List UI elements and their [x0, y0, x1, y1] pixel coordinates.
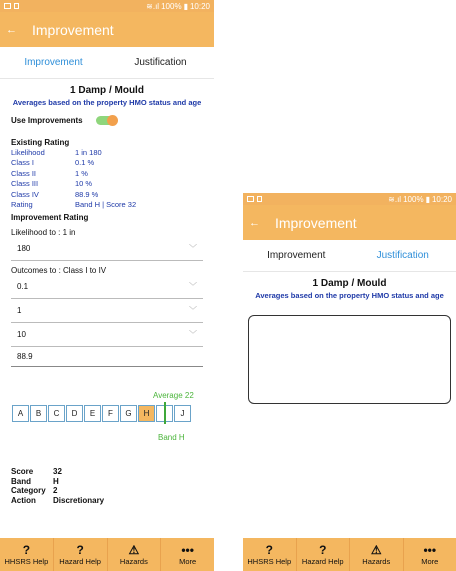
row-value: 1 %: [75, 168, 88, 178]
row-key: Class II: [11, 168, 37, 178]
nav-hazard-help[interactable]: [297, 538, 351, 571]
use-improvements-row: [0, 116, 214, 125]
band-label: Band H: [158, 433, 185, 442]
row-value: Discretionary: [53, 495, 105, 505]
justification-textarea[interactable]: [248, 315, 451, 404]
sim-notification-icon: [14, 3, 19, 9]
gallery-notification-icon: [4, 3, 11, 9]
average-marker: [164, 402, 166, 424]
band-button-a[interactable]: A: [12, 405, 29, 422]
toggle-knob: [107, 115, 118, 126]
row-key: Category: [11, 486, 46, 496]
band-button-c[interactable]: C: [48, 405, 65, 422]
page-title: Improvement: [275, 214, 357, 231]
band-button-e[interactable]: E: [84, 405, 101, 422]
nav-more[interactable]: [404, 538, 456, 571]
app-bar: [0, 12, 214, 47]
clock: 10:20: [431, 194, 452, 204]
clock: 10:20: [189, 1, 210, 11]
row-value: 10 %: [75, 179, 93, 189]
nav-hazard-help[interactable]: [54, 538, 108, 571]
nav-hhsrs-help[interactable]: [0, 538, 54, 571]
nav-hhsrs-help[interactable]: [243, 538, 297, 571]
row-key: Rating: [11, 200, 33, 210]
help-icon: ?: [76, 542, 84, 557]
back-arrow-icon[interactable]: ←: [6, 23, 17, 36]
class4-value: 88.9: [17, 352, 33, 361]
chevron-down-icon: ﹀: [189, 306, 197, 315]
nav-label: HHSRS Help: [247, 556, 292, 566]
band-selector: [0, 391, 214, 441]
help-icon: ?: [319, 542, 327, 557]
nav-hazards[interactable]: [108, 538, 162, 571]
class4-input[interactable]: [11, 347, 203, 367]
existing-class3-row: [0, 179, 214, 190]
help-icon: ?: [265, 542, 273, 557]
status-bar: [0, 0, 214, 12]
justification-screen: [243, 193, 456, 571]
summary-section: [0, 467, 214, 505]
existing-class2-row: [0, 168, 214, 179]
existing-likelihood-row: [0, 147, 214, 158]
app-bar: [243, 205, 456, 240]
outcomes-label: Outcomes to : Class I to IV: [11, 266, 107, 275]
gallery-notification-icon: [247, 196, 254, 202]
back-arrow-icon[interactable]: ←: [249, 216, 260, 229]
row-key: Action: [11, 495, 36, 505]
tab-justification[interactable]: Justification: [134, 57, 187, 68]
class2-value: 1: [17, 306, 22, 315]
battery-icon: ▮: [425, 194, 430, 204]
band-button-f[interactable]: F: [102, 405, 119, 422]
nav-hazards[interactable]: [350, 538, 404, 571]
existing-rating-title: Existing Rating: [11, 138, 70, 147]
band-button-j[interactable]: J: [174, 405, 191, 422]
warning-icon: ⚠: [128, 542, 140, 557]
band-button-h[interactable]: H: [138, 405, 155, 422]
row-value: 0.1 %: [75, 158, 95, 168]
battery-icon: ▮: [183, 1, 188, 11]
band-button-d[interactable]: D: [66, 405, 83, 422]
hazard-title: 1 Damp / Mould: [312, 278, 387, 289]
warning-icon: ⚠: [370, 542, 382, 557]
nav-label: Hazards: [362, 556, 391, 566]
improvement-rating-title: Improvement Rating: [11, 213, 89, 222]
bottom-nav: [0, 538, 214, 571]
existing-class1-row: [0, 158, 214, 169]
row-value: 1 in 180: [75, 147, 102, 157]
more-icon: •••: [423, 542, 437, 557]
status-bar: [243, 193, 456, 205]
summary-action-row: [0, 496, 214, 506]
average-label: Average 22: [153, 391, 194, 400]
hazard-subtitle: Averages based on the property HMO status and age: [12, 98, 202, 107]
class2-select[interactable]: [11, 299, 203, 323]
summary-band-row: [0, 477, 214, 487]
summary-category-row: [0, 486, 214, 496]
class1-select[interactable]: [11, 275, 203, 299]
likelihood-select[interactable]: [11, 237, 203, 261]
hazard-subtitle: Averages based on the property HMO status and age: [255, 291, 444, 300]
improvement-screen: [0, 0, 214, 571]
tab-bar: [243, 240, 456, 272]
battery-percentage: 100%: [403, 194, 424, 204]
band-button-g[interactable]: G: [120, 405, 137, 422]
nav-label: Hazard Help: [301, 556, 344, 566]
signal-icon: ≋.ıl: [146, 1, 160, 11]
row-value: Band H | Score 32: [75, 200, 137, 210]
row-value: 32: [53, 467, 62, 477]
nav-label: HHSRS Help: [4, 556, 49, 566]
nav-label: More: [421, 556, 439, 566]
more-icon: •••: [181, 542, 194, 557]
class3-value: 10: [17, 330, 26, 339]
hazard-title: 1 Damp / Mould: [70, 85, 144, 96]
tab-justification[interactable]: Justification: [376, 250, 429, 261]
bottom-nav: [243, 538, 456, 571]
summary-score-row: [0, 467, 214, 477]
nav-more[interactable]: [161, 538, 214, 571]
improvement-rating-section: [0, 213, 214, 367]
band-button-b[interactable]: B: [30, 405, 47, 422]
row-value: H: [53, 476, 59, 486]
row-key: Band: [11, 476, 31, 486]
tab-improvement[interactable]: Improvement: [267, 250, 326, 261]
class1-value: 0.1: [17, 282, 29, 291]
row-key: Class III: [11, 179, 39, 189]
use-improvements-toggle[interactable]: [96, 116, 116, 125]
tab-improvement[interactable]: Improvement: [24, 57, 83, 68]
existing-rating-section: [0, 138, 214, 210]
row-key: Score: [11, 467, 34, 477]
row-key: Class IV: [11, 189, 39, 199]
nav-label: Hazards: [119, 556, 148, 566]
row-key: Class I: [11, 158, 34, 168]
tab-bar: [0, 47, 214, 79]
nav-label: Hazard Help: [59, 556, 101, 566]
battery-percentage: 100%: [161, 1, 182, 11]
class3-select[interactable]: [11, 323, 203, 347]
row-value: 88.9 %: [75, 189, 99, 199]
likelihood-value: 180: [17, 244, 31, 253]
row-key: Likelihood: [11, 147, 45, 157]
existing-class4-row: [0, 189, 214, 200]
likelihood-label: Likelihood to : 1 in: [11, 228, 76, 237]
existing-rating-row: [0, 200, 214, 211]
row-value: 2: [53, 486, 58, 496]
help-icon: ?: [22, 542, 31, 557]
chevron-down-icon: ﹀: [189, 244, 197, 253]
signal-icon: ≋.ıl: [388, 194, 402, 204]
sim-notification-icon: [257, 196, 262, 202]
nav-label: More: [179, 556, 197, 566]
use-improvements-label: Use Improvements: [11, 116, 83, 125]
chevron-down-icon: ﹀: [189, 330, 197, 339]
chevron-down-icon: ﹀: [189, 282, 197, 291]
page-title: Improvement: [32, 21, 114, 38]
